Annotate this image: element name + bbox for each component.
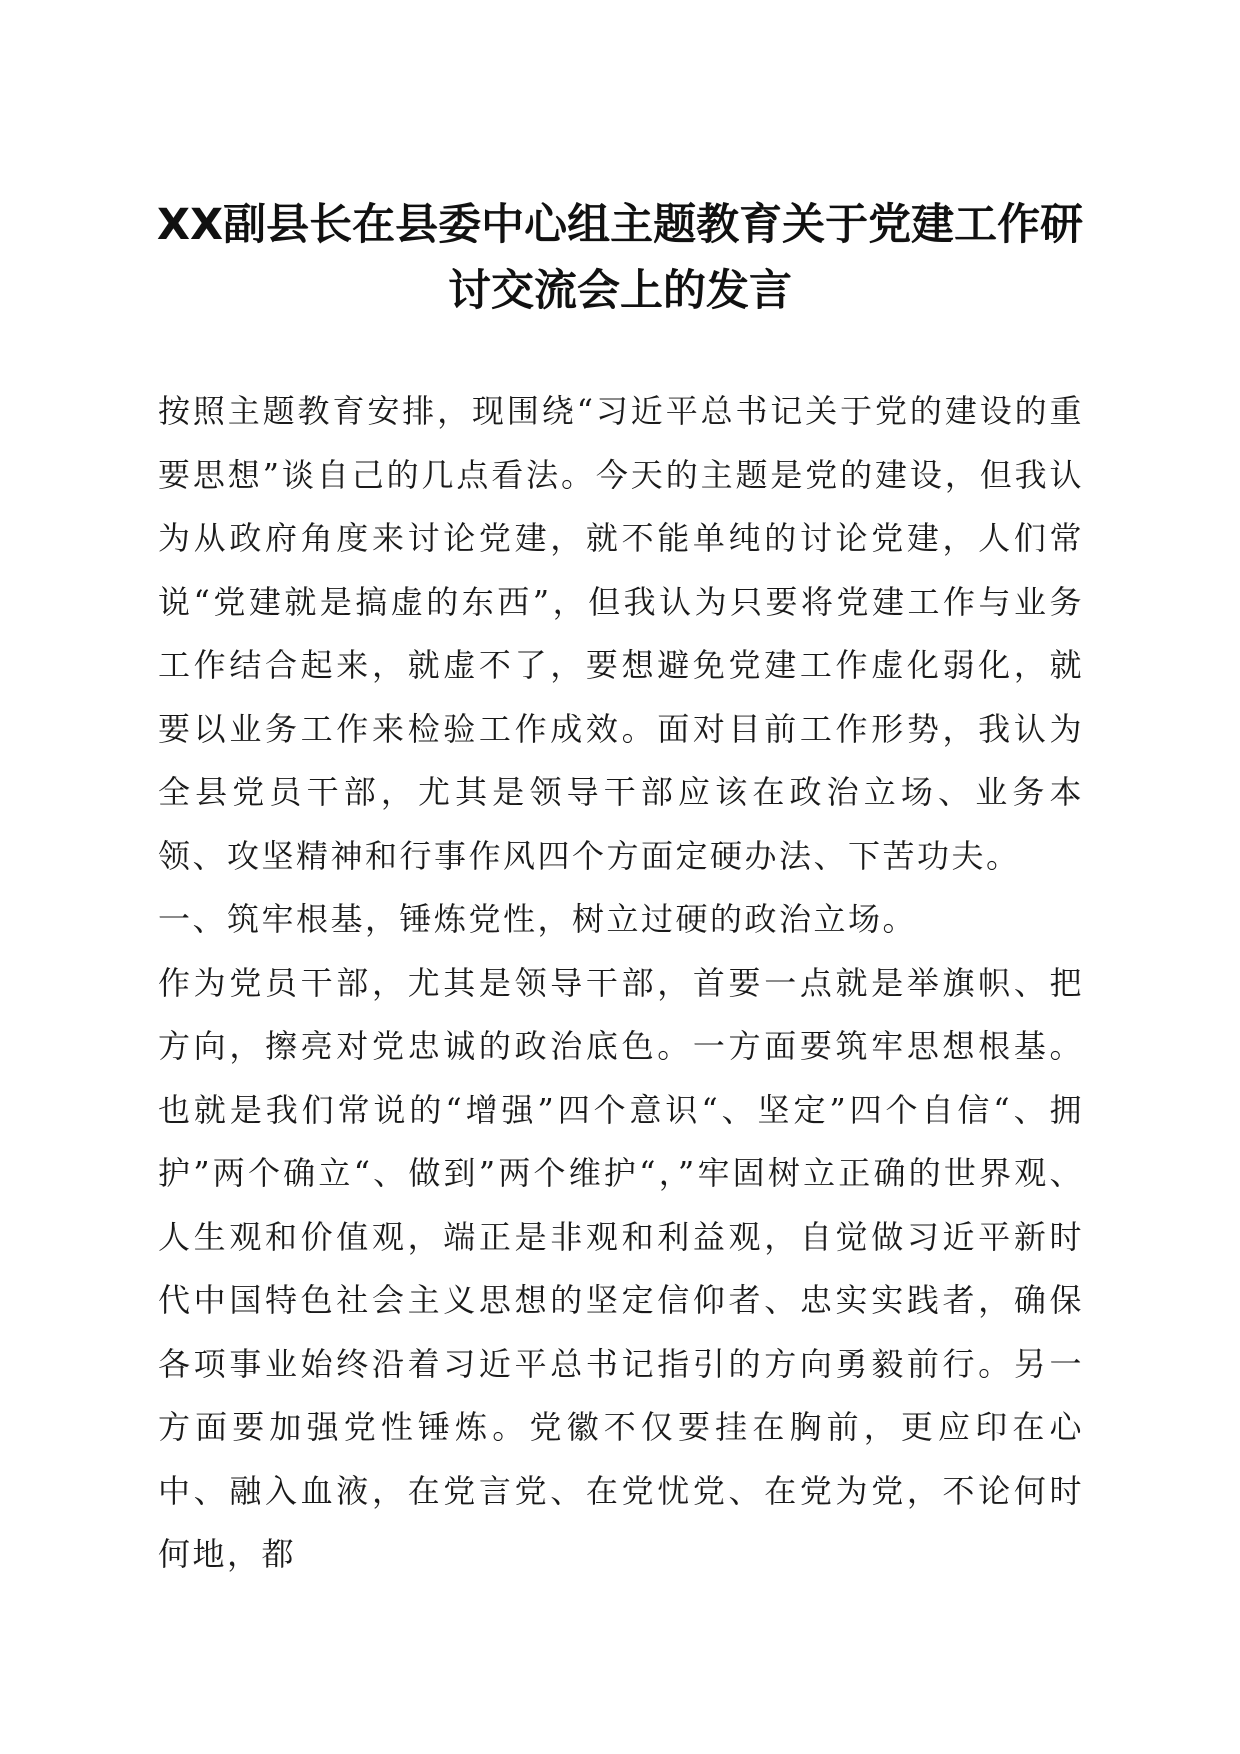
- document-body: [158, 380, 1084, 1587]
- document-title: XX副县长在县委中心组主题教育关于党建工作研讨交流会上的发言: [156, 200, 1084, 316]
- paragraph-section-1: 作为党员干部，尤其是领导干部，首要一点就是举旗帜、把方向，擦亮对党忠诚的政治底色。一方面要筑牢思想根基。也就是我们常说的“增强”四个意识“、坚定”四个自信“、拥护”两个确立“、做到”两个维护“，”牢固树立正确的世界观、人生观和价值观，端正是非观和利益观，自觉做习近平新时代中国特色社会主义思想的坚定信仰者、忠实实践者，确保各项事业始终沿着习近平总书记指引的方向勇毅前行。另一方面要加强党性锤炼。党徽不仅要挂在胸前，更应印在心中、融入血液，在党言党、在党忧党、在党为党，不论何时何地，都: [158, 963, 1084, 1573]
- section-heading-1: 一、筑牢根基，锤炼党性，树立过硬的政治立场。: [158, 900, 918, 938]
- paragraph-intro: 按照主题教育安排，现围绕“习近平总书记关于党的建设的重要思想”谈自己的几点看法。今天的主题是党的建设，但我认为从政府角度来讨论党建，就不能单纯的讨论党建，人们常说“党建就是搞虚的东西”，但我认为只要将党建工作与业务工作结合起来，就虚不了，要想避免党建工作虚化弱化，就要以业务工作来检验工作成效。面对目前工作形势，我认为全县党员干部，尤其是领导干部应该在政治立场、业务本领、攻坚精神和行事作风四个方面定硬办法、下苦功夫。: [158, 392, 1084, 875]
